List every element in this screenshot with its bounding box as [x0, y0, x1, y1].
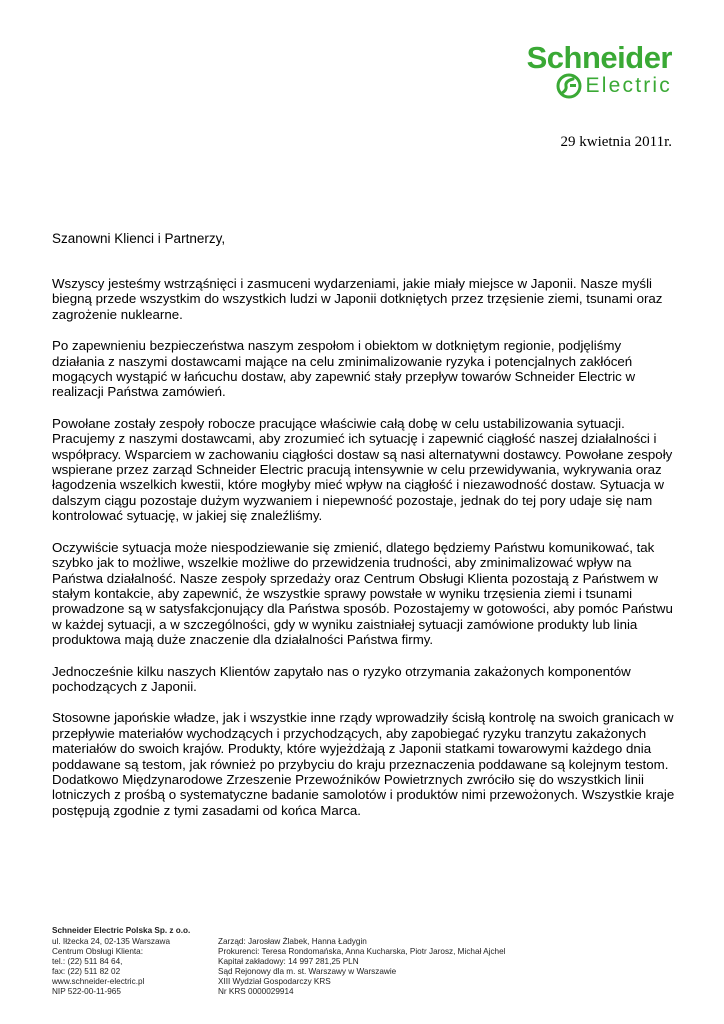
paragraph: Po zapewnieniu bezpieczeństwa naszym zespołom i obiektom w dotkniętym regionie, podjęliśmy działania z naszymi dostawcami mające na celu zminimalizowanie ryzyka i potencjalnych zakłóceń mogących wystąpić w łańcuchu dostaw, aby zapewnić stały przepływ towarów Schneider Electric w realizacji Państwa zamówień.: [52, 338, 636, 400]
logo-subtext: Electric: [585, 74, 672, 97]
paragraph: Jednocześnie kilku naszych Klientów zapytało nas o ryzyko otrzymania zakażonych komponentów pochodzących z Japonii.: [52, 663, 631, 694]
footer-line: Prokurenci: Teresa Rondomańska, Anna Kucharska, Piotr Jarosz, Michał Ajchel: [218, 947, 506, 956]
footer-line: Kapitał zakładowy: 14 997 281,25 PLN: [218, 957, 359, 966]
footer-legal-column: [218, 937, 658, 997]
letter-body: [52, 276, 676, 834]
footer-website: www.schneider-electric.pl: [52, 977, 145, 986]
logo-subline: [556, 73, 672, 99]
footer-line: Sąd Rejonowy dla m. st. Warszawy w Warszawie: [218, 967, 397, 976]
paragraph: Wszyscy jesteśmy wstrząśnięci i zasmuceni wydarzeniami, jakie miały miejsce w Japonii. Nasze myśli biegną przede wszystkim do wszystkich ludzi w Japonii dotkniętych przez trzęsienie ziemi, tsunami oraz zagrożenie nuklearne.: [52, 276, 663, 322]
letter-date: 29 kwietnia 2011r.: [560, 134, 672, 150]
letter-footer: [52, 926, 672, 997]
life-is-on-icon: [556, 73, 582, 99]
letter-greeting: Szanowni Klienci i Partnerzy,: [52, 231, 226, 246]
footer-contact-column: [52, 937, 218, 997]
footer-line: ul. Iłżecka 24, 02-135 Warszawa: [52, 937, 171, 946]
footer-line: tel.: (22) 511 84 64,: [52, 957, 123, 966]
footer-line: Nr KRS 0000029914: [218, 987, 294, 996]
logo-wordmark: Schneider: [526, 40, 672, 75]
footer-line: Centrum Obsługi Klienta:: [52, 947, 144, 956]
footer-line: Zarząd: Jarosław Żlabek, Hanna Ładygin: [218, 937, 367, 946]
footer-line: fax: (22) 511 82 02: [52, 967, 121, 976]
footer-line: NIP 522-00-11-965: [52, 987, 121, 996]
footer-line: XIII Wydział Gospodarczy KRS: [218, 977, 331, 986]
paragraph: Stosowne japońskie władze, jak i wszystkie inne rządy wprowadziły ścisłą kontrolę na swoich granicach w przepływie materiałów wychodzących i przychodzących, aby zapobiegać ryzyku tranzytu zakażonych materiałów do swoich krajów. Produkty, które wyjeżdżają z Japonii statkami towarowymi każdego dnia poddawane są testom, jak również po przybyciu do kraju przeznaczenia poddawane są kolejnym testom. Dodatkowo Międzynarodowe Zrzeszenie Przewoźników Powietrznych zwróciło się do wszystkich linii lotniczych z prośbą o systematyczne badanie samolotów i produktów nimi przewożonych. Wszystkie kraje postępują zgodnie z tymi zasadami od końca Marca.: [52, 710, 675, 818]
footer-company-name: Schneider Electric Polska Sp. z o.o.: [52, 926, 191, 935]
company-logo: [480, 40, 680, 102]
paragraph: Powołane zostały zespoły robocze pracujące właściwie całą dobę w celu ustabilizowania sytuacji. Pracujemy z naszymi dostawcami, aby zrozumieć ich sytuację i zapewnić ciągłość naszej działalności i współpracy. Wsparciem w zachowaniu ciągłości dostaw są nasi alternatywni dostawcy. Powołane zespoły wspierane przez zarząd Schneider Electric pracują intensywnie w celu przewidywania, wykrywania oraz łagodzenia wszelkich kwestii, które mogłyby mieć wpływ na ciągłość i niezawodność dostaw. Sytuacja w dalszym ciągu pozostaje dużym wyzwaniem i niepewność pozostaje, jednak do tej pory udaje się nam kontrolować sytuację, w jakiej się znaleźliśmy.: [52, 415, 673, 524]
paragraph: Oczywiście sytuacja może niespodziewanie się zmienić, dlatego będziemy Państwu komunikować, tak szybko jak to możliwe, wszelkie możliwe do przewidzenia trudności, aby zminimalizować wpływ na Państwa działalność. Nasze zespoły sprzedaży oraz Centrum Obsługi Klienta pozostają z Państwem w stałym kontakcie, aby zapewnić, że wszystkie sprawy powstałe w wyniku trzęsienia ziemi i tsunami prowadzone są w satysfakcjonujący dla Państwa sposób. Pozostajemy w gotowości, aby pomóc Państwu w każdej sytuacji, a w szczególności, gdy w wyniku zaistniałej sytuacji zamówione produkty lub linia produktowa mają duże znaczenie dla działalności Państwa firmy.: [52, 539, 673, 648]
